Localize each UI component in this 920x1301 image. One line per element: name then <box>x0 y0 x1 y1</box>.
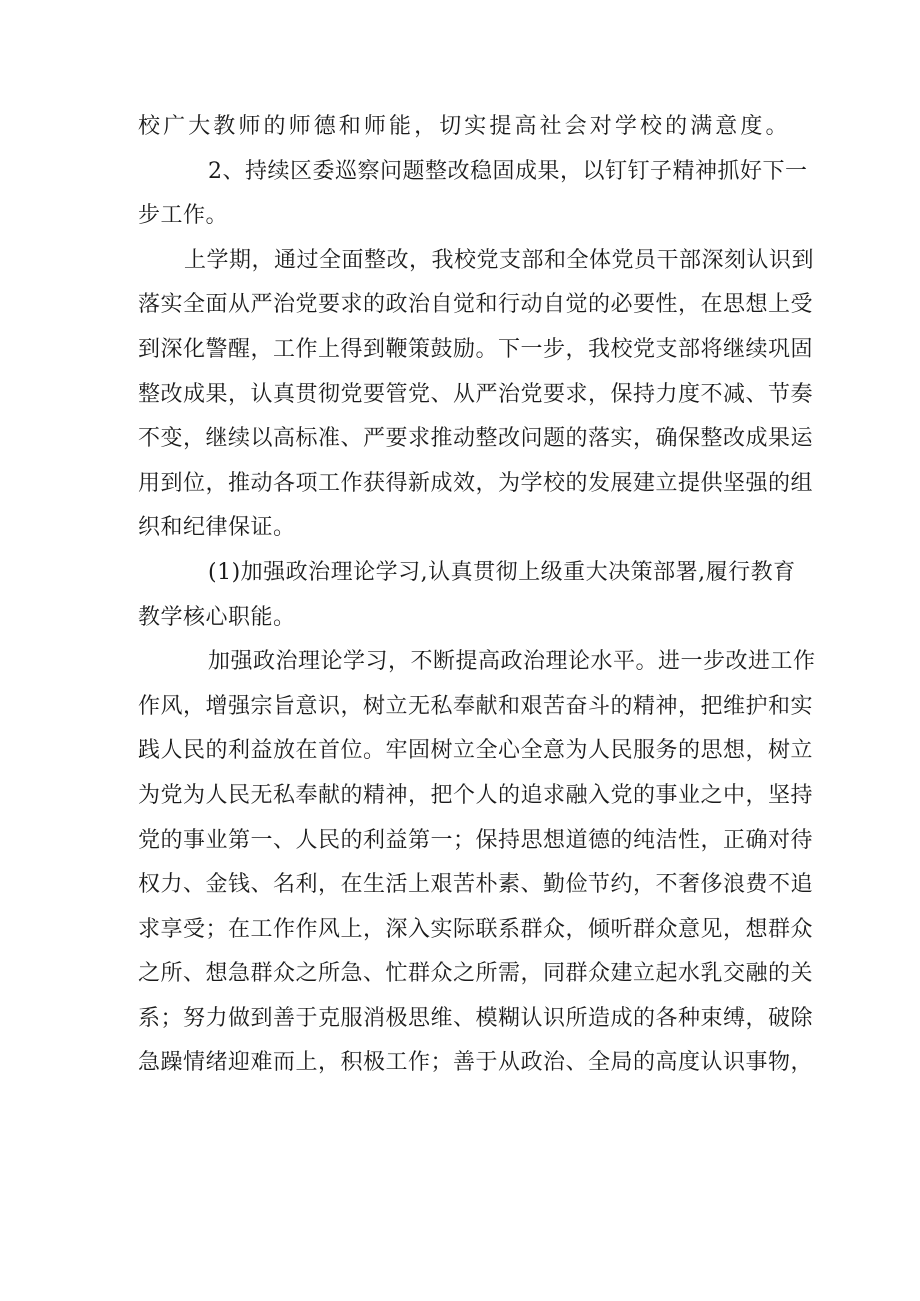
text-line: 落实全面从严治党要求的政治自觉和行动自觉的必要性，在思想上受 <box>138 292 814 318</box>
text-line: 系；努力做到善于克服消极思维、模糊认识所造成的各种束缚，破除 <box>138 1005 814 1031</box>
text-line: 践人民的利益放在首位。牢固树立全心全意为人民服务的思想，树立 <box>138 738 814 764</box>
text-line: 织和纪律保证。 <box>138 515 296 541</box>
section-heading-line: 2、持续区委巡察问题整改稳固成果，以钉钉子精神抓好下一 <box>208 158 808 184</box>
text-line: 校广大教师的师德和师能，切实提高社会对学校的满意度。 <box>138 114 788 139</box>
text-line: 为党为人民无私奉献的精神，把个人的追求融入党的事业之中，坚持 <box>138 782 814 808</box>
text-line: 用到位，推动各项工作获得新成效，为学校的发展建立提供坚强的组 <box>138 470 814 496</box>
subsection-heading-line: (1)加强政治理论学习,认真贯彻上级重大决策部署,履行教育 <box>208 559 796 585</box>
text-line: 急躁情绪迎难而上，积极工作；善于从政治、全局的高度认识事物， <box>138 1050 814 1076</box>
paragraph-first-line: 上学期，通过全面整改，我校党支部和全体党员干部深刻认识到 <box>184 247 815 273</box>
section-heading-line: 步工作。 <box>138 203 229 229</box>
text-line: 党的事业第一、人民的利益第一；保持思想道德的纯洁性，正确对待 <box>138 827 814 853</box>
text-line: 到深化警醒，工作上得到鞭策鼓励。下一步，我校党支部将继续巩固 <box>138 336 814 362</box>
subsection-heading-line: 教学核心职能。 <box>138 604 296 630</box>
text-line: 整改成果，认真贯彻党要管党、从严治党要求，保持力度不减、节奏 <box>138 381 814 407</box>
text-line: 之所、想急群众之所急、忙群众之所需，同群众建立起水乳交融的关 <box>138 961 814 987</box>
paragraph-first-line: 加强政治理论学习，不断提高政治理论水平。进一步改进工作 <box>208 649 816 675</box>
text-line: 求享受；在工作作风上，深入实际联系群众，倾听群众意见，想群众 <box>138 916 814 942</box>
document-page <box>138 113 816 1094</box>
text-line: 不变，继续以高标准、严要求推动整改问题的落实，确保整改成果运 <box>138 426 814 452</box>
text-line: 作风，增强宗旨意识，树立无私奉献和艰苦奋斗的精神，把维护和实 <box>138 693 814 719</box>
text-line: 权力、金钱、名利，在生活上艰苦朴素、勤俭节约，不奢侈浪费不追 <box>138 872 814 898</box>
